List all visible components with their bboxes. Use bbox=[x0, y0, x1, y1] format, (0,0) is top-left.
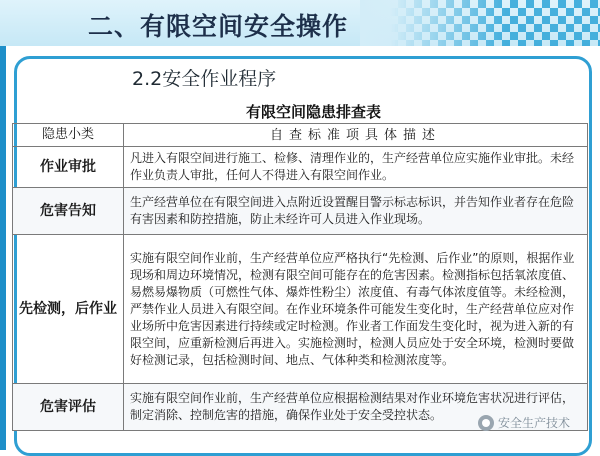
slide-title: 二、有限空间安全操作 bbox=[88, 12, 349, 41]
table-row bbox=[13, 235, 588, 384]
table-row bbox=[13, 147, 588, 188]
header-band bbox=[0, 0, 600, 48]
row-category: 危害评估 bbox=[13, 384, 124, 431]
row-description: 实施有限空间作业前，生产经营单位应根据检测结果对作业环境危害状况进行评估，制定消除、控制危害的措施，确保作业处于安全受控状态。 bbox=[124, 384, 588, 431]
row-category: 危害告知 bbox=[13, 188, 124, 235]
watermark bbox=[478, 414, 570, 431]
left-accent-bar bbox=[0, 46, 6, 450]
row-description: 凡进入有限空间进行施工、检修、清理作业的，生产经营单位应实施作业审批。未经作业负责人审批，任何人不得进入有限空间作业。 bbox=[124, 147, 588, 188]
row-description: 生产经营单位在有限空间进入点附近设置醒目警示标志标识，并告知作业者存在危险有害因素和防控措施，防止未经许可人员进入作业现场。 bbox=[124, 188, 588, 235]
row-category: 作业审批 bbox=[13, 147, 124, 188]
hazard-checklist-table bbox=[12, 123, 588, 431]
table-title: 有限空间隐患排查表 bbox=[246, 103, 382, 121]
row-description: 实施有限空间作业前，生产经营单位应严格执行“先检测、后作业”的原则，根据作业现场和周边环境情况，检测有限空间可能存在的危害因素。检测指标包括氧浓度值、易燃易爆物质（可燃性气体、爆炸性粉尘）浓度值、有毒气体浓度值等。未经检测，严禁作业人员进入有限空间。在作业环境条件可能发生变化时，生产经营单位应对作业场所中危害因素进行持续或定时检测。作业者工作面发生变化时，视为进入新的有限空间，应重新检测后再进入。实施检测时，检测人员应处于安全环境，检测时要做好检测记录，包括检测时间、地点、气体种类和检测浓度等。 bbox=[124, 235, 588, 384]
column-header-description: 自查标准项具体描述 bbox=[124, 124, 588, 147]
wechat-icon bbox=[478, 415, 494, 431]
header-decorative-pattern bbox=[390, 0, 600, 46]
section-title: 2.2安全作业程序 bbox=[132, 68, 277, 90]
watermark-text: 安全生产技术 bbox=[498, 416, 571, 430]
row-category: 先检测，后作业 bbox=[13, 235, 124, 384]
table-row bbox=[13, 188, 588, 235]
table-header-row bbox=[13, 124, 588, 147]
column-header-category: 隐患小类 bbox=[13, 124, 124, 147]
